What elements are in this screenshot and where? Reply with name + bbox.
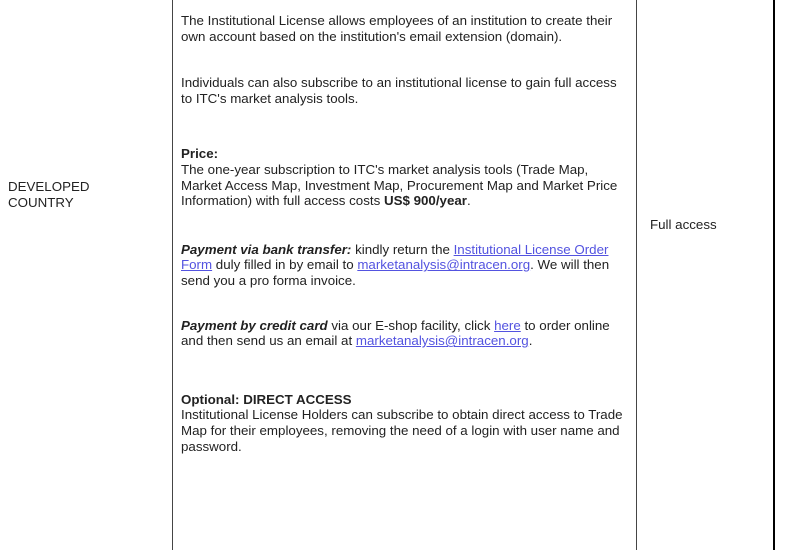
table-cell-access-level — [637, 0, 775, 550]
paragraph — [181, 318, 628, 349]
paragraph — [181, 13, 628, 44]
text-run: . We will then send you a pro forma invoice. — [181, 257, 610, 288]
marketanalysis-email-link-2[interactable]: marketanalysis@intracen.org — [355, 333, 529, 349]
text-run: US$ 900/year — [383, 193, 467, 209]
table-cell-license-details — [172, 0, 637, 550]
text-run: kindly return the — [351, 241, 454, 257]
text-run: duly filled in by email to — [212, 257, 358, 273]
text-run: Institutional License Holders can subscribe to obtain direct access to Trade Map for their employees, removing the need of a login with user name and password. — [181, 407, 623, 454]
marketanalysis-email-link[interactable]: marketanalysis@intracen.org — [357, 257, 531, 273]
license-description — [181, 13, 628, 454]
paragraph — [181, 75, 628, 106]
access-level-label: Full access — [650, 217, 717, 232]
text-run: to order online and then send us an email at — [181, 317, 610, 349]
table-cell-country-type — [0, 0, 172, 550]
paragraph — [181, 392, 628, 454]
paragraph — [181, 242, 628, 289]
text-run: Payment via bank transfer: — [181, 241, 352, 257]
eshop-here-link[interactable]: here — [494, 317, 521, 333]
text-run: The one-year subscription to ITC's market analysis tools (Trade Map, Market Access Map, Investment Map, Procurement Map and Market Price Information) with full access costs — [181, 161, 618, 209]
country-type-label: DEVELOPED COUNTRY — [8, 179, 90, 210]
paragraph — [181, 146, 628, 208]
text-run: via our E-shop facility, click — [327, 317, 495, 333]
text-run: Price: — [181, 146, 219, 162]
institutional-license-order-form-link[interactable]: Institutional License Order Form — [181, 241, 609, 273]
text-run: Optional: DIRECT ACCESS — [181, 391, 352, 407]
text-run: Payment by credit card — [181, 317, 328, 333]
text-run: . — [466, 193, 471, 209]
text-run: . — [528, 333, 533, 349]
text-run: Individuals can also subscribe to an institutional license to gain full access to ITC's market analysis tools. — [181, 75, 617, 106]
text-run: The Institutional License allows employees of an institution to create their own account based on the institution's email extension (domain). — [181, 13, 613, 44]
